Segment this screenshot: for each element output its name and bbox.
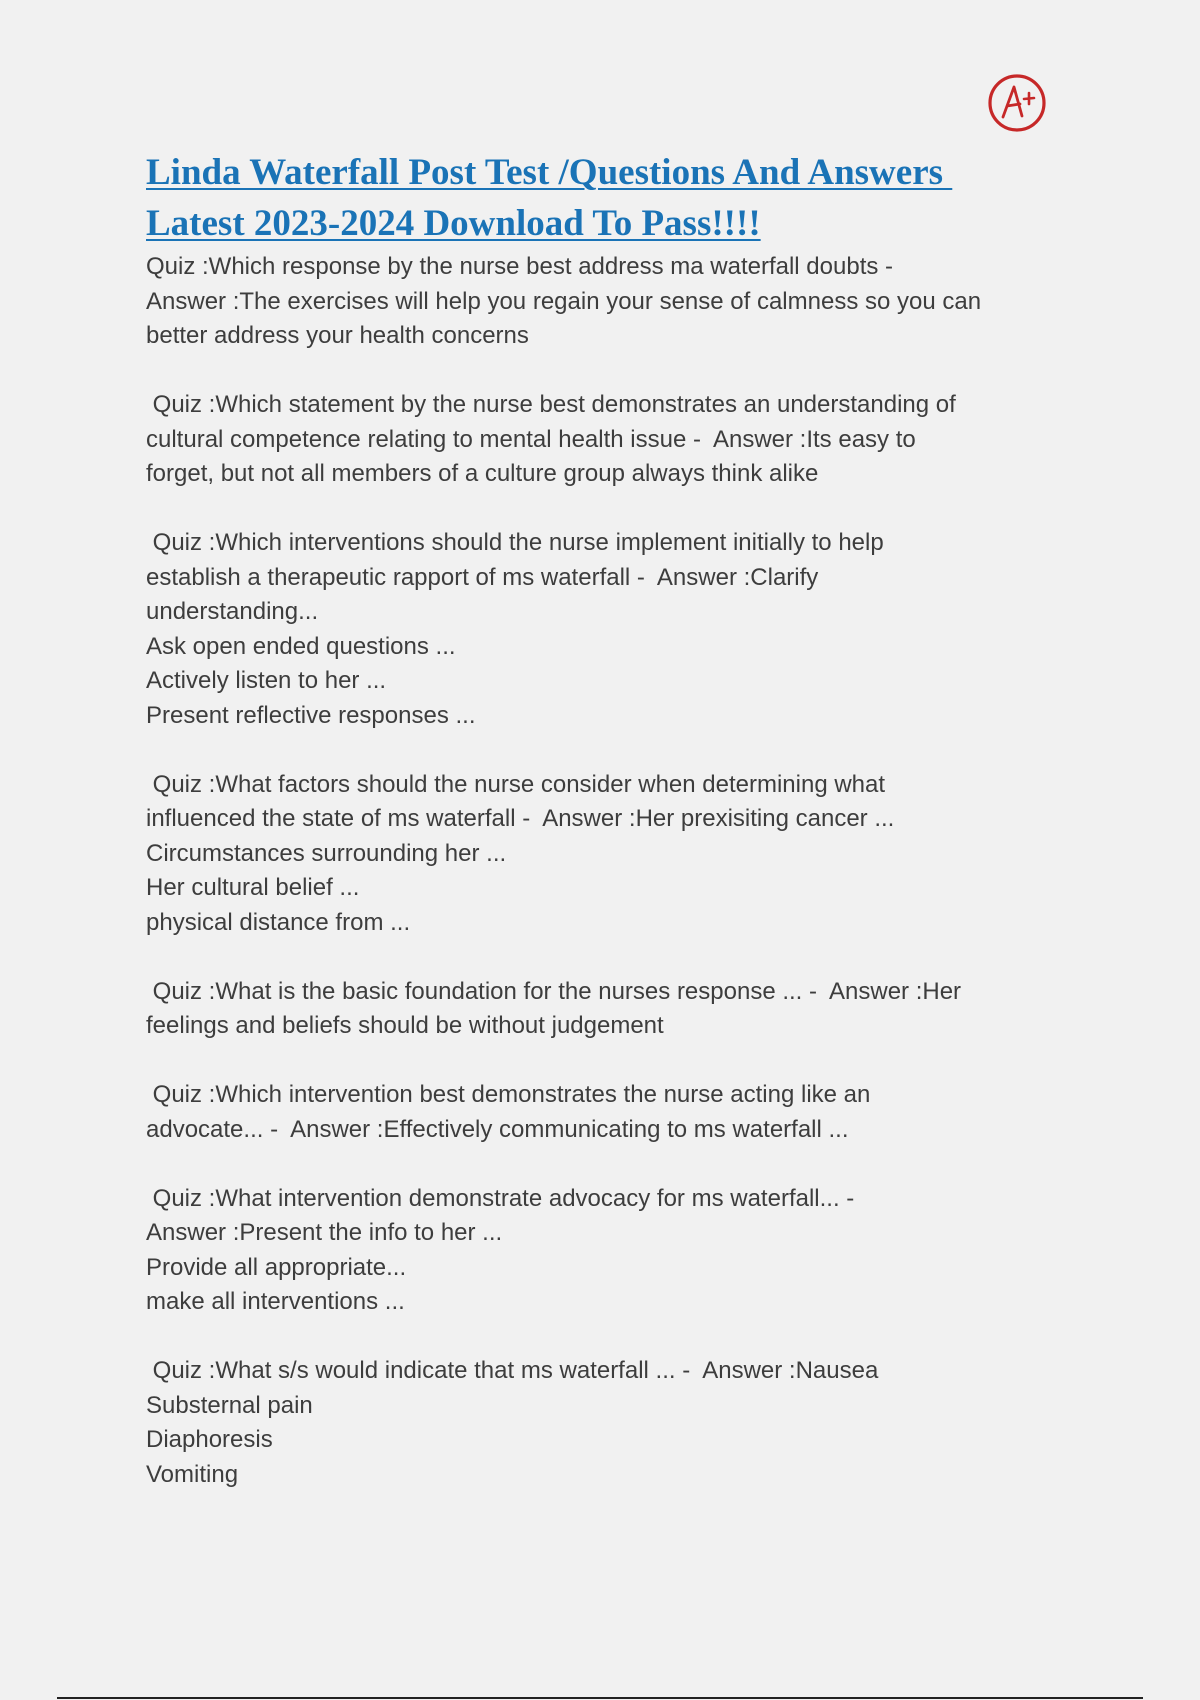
qa-line: Answer :Present the info to her ... bbox=[146, 1219, 503, 1246]
qa-line: Substernal pain bbox=[146, 1391, 313, 1419]
qa-line: Quiz :Which intervention best demonstrates the nurse acting like an bbox=[146, 1081, 871, 1108]
qa-line: Diaphoresis bbox=[146, 1426, 273, 1453]
qa-block bbox=[146, 250, 1046, 354]
qa-line: Provide all appropriate... bbox=[146, 1253, 407, 1281]
qa-line: Actively listen to her ... bbox=[146, 667, 387, 694]
title-line[interactable]: Linda Waterfall Post Test /Questions And Answers bbox=[146, 152, 953, 193]
qa-line: Quiz :What factors should the nurse consider when determining what bbox=[146, 770, 886, 798]
qa-line: physical distance from ... bbox=[146, 908, 411, 936]
qa-line: advocate... - Answer :Effectively communicating to ms waterfall ... bbox=[146, 1115, 849, 1143]
qa-block bbox=[146, 1078, 1046, 1147]
qa-block bbox=[146, 388, 1046, 492]
qa-line: feelings and beliefs should be without judgement bbox=[146, 1012, 664, 1039]
qa-line: better address your health concerns bbox=[146, 322, 529, 349]
footer-divider bbox=[57, 1697, 1143, 1699]
qa-line: Quiz :What is the basic foundation for the nurses response ... - Answer :Her bbox=[146, 977, 962, 1005]
qa-block bbox=[146, 975, 1046, 1044]
qa-block bbox=[146, 1182, 1046, 1320]
qa-line: Vomiting bbox=[146, 1460, 239, 1488]
qa-line: cultural competence relating to mental health issue - Answer :Its easy to bbox=[146, 425, 916, 453]
qa-block bbox=[146, 768, 1046, 941]
qa-content bbox=[146, 250, 1046, 1527]
grade-stamp-graphic bbox=[986, 72, 1048, 134]
qa-line: make all interventions ... bbox=[146, 1288, 405, 1315]
document-title[interactable] bbox=[146, 147, 1076, 249]
qa-line: understanding... bbox=[146, 598, 319, 625]
qa-block bbox=[146, 526, 1046, 733]
qa-line: Quiz :Which response by the nurse best address ma waterfall doubts - bbox=[146, 253, 894, 280]
qa-line: Quiz :What intervention demonstrate advocacy for ms waterfall... - bbox=[146, 1184, 855, 1212]
qa-line: influenced the state of ms waterfall - Answer :Her prexisiting cancer ... bbox=[146, 805, 895, 832]
qa-line: Answer :The exercises will help you regain your sense of calmness so you can bbox=[146, 287, 982, 315]
qa-line: forget, but not all members of a culture group always think alike bbox=[146, 460, 819, 487]
qa-line: Ask open ended questions ... bbox=[146, 632, 456, 660]
grade-a-plus-stamp-icon bbox=[986, 72, 1048, 134]
qa-line: Quiz :What s/s would indicate that ms waterfall ... - Answer :Nausea bbox=[146, 1357, 879, 1384]
qa-line: Circumstances surrounding her ... bbox=[146, 839, 507, 867]
qa-line: Quiz :Which statement by the nurse best demonstrates an understanding of bbox=[146, 391, 956, 418]
qa-block bbox=[146, 1354, 1046, 1492]
title-line[interactable]: Latest 2023-2024 Download To Pass!!!! bbox=[146, 203, 761, 244]
qa-line: Present reflective responses ... bbox=[146, 701, 476, 729]
qa-line: establish a therapeutic rapport of ms waterfall - Answer :Clarify bbox=[146, 563, 819, 591]
qa-line: Her cultural belief ... bbox=[146, 874, 360, 901]
qa-line: Quiz :Which interventions should the nurse implement initially to help bbox=[146, 529, 884, 556]
